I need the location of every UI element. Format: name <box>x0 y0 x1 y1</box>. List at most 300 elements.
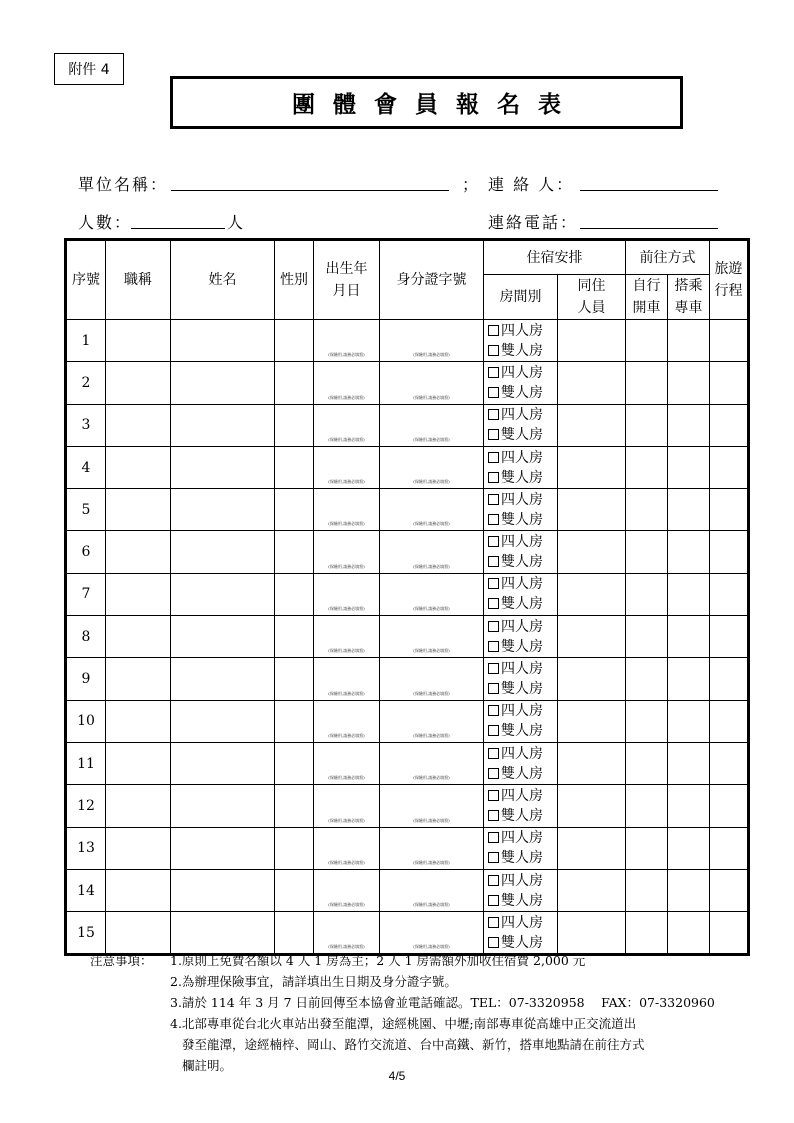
headcount-unit: 人 <box>227 213 246 232</box>
self-drive-cell[interactable] <box>626 912 668 954</box>
bus-cell[interactable] <box>668 362 710 404</box>
birthdate-cell[interactable] <box>314 573 380 615</box>
checkbox[interactable] <box>488 768 499 779</box>
bus-cell[interactable] <box>668 404 710 446</box>
roommate-cell[interactable] <box>558 531 626 573</box>
quad-room-option[interactable] <box>488 913 557 933</box>
insurance-note: (保險用,請務必填寫) <box>413 563 450 569</box>
checkbox[interactable] <box>488 917 499 928</box>
checkbox[interactable] <box>488 852 499 863</box>
notes-items <box>170 950 750 1076</box>
birthdate-cell[interactable] <box>314 742 380 784</box>
id-number-cell[interactable] <box>380 320 484 362</box>
row-number: 3 <box>67 404 106 446</box>
room-type-cell <box>484 489 558 531</box>
title-cell[interactable] <box>106 785 171 827</box>
checkbox[interactable] <box>488 705 499 716</box>
room-option-label: 雙人房 <box>501 638 543 655</box>
unit-name-label: 單位名稱： <box>78 175 169 194</box>
gender-cell[interactable] <box>275 742 314 784</box>
double-room-option[interactable] <box>488 891 557 911</box>
header-gender: 性別 <box>275 241 314 320</box>
table-row <box>67 573 748 615</box>
header-seq: 序號 <box>67 241 106 320</box>
tour-cell[interactable] <box>710 489 748 531</box>
title-cell[interactable] <box>106 446 171 488</box>
row-number: 13 <box>67 827 106 869</box>
gender-cell[interactable] <box>275 362 314 404</box>
birthdate-cell[interactable] <box>314 320 380 362</box>
row-number: 5 <box>67 489 106 531</box>
room-option-label: 四人房 <box>501 364 543 381</box>
title-cell[interactable] <box>106 912 171 954</box>
name-cell[interactable] <box>171 700 275 742</box>
roommate-cell[interactable] <box>558 658 626 700</box>
title-cell[interactable] <box>106 827 171 869</box>
tour-cell[interactable] <box>710 869 748 911</box>
row-number: 1 <box>67 320 106 362</box>
roommate-cell[interactable] <box>558 404 626 446</box>
tour-cell[interactable] <box>710 700 748 742</box>
note-item-4-cont-2: 欄註明。 <box>182 1058 233 1073</box>
insurance-note: (保險用,請務必填寫) <box>413 944 450 950</box>
row-number: 14 <box>67 869 106 911</box>
tour-cell[interactable] <box>710 658 748 700</box>
self-drive-cell[interactable] <box>626 489 668 531</box>
tour-cell[interactable] <box>710 573 748 615</box>
quad-room-option[interactable] <box>488 448 557 468</box>
bus-cell[interactable] <box>668 658 710 700</box>
quad-room-option[interactable] <box>488 363 557 383</box>
quad-room-option[interactable] <box>488 405 557 425</box>
roommate-cell[interactable] <box>558 785 626 827</box>
bus-cell[interactable] <box>668 785 710 827</box>
checkbox[interactable] <box>488 409 499 420</box>
birthdate-cell[interactable] <box>314 869 380 911</box>
room-option-label: 四人房 <box>501 407 543 424</box>
room-option-label: 四人房 <box>501 661 543 678</box>
id-number-cell[interactable] <box>380 573 484 615</box>
checkbox[interactable] <box>488 748 499 759</box>
gender-cell[interactable] <box>275 785 314 827</box>
bus-cell[interactable] <box>668 869 710 911</box>
birthdate-cell[interactable] <box>314 531 380 573</box>
header-room-type: 房間別 <box>484 275 558 320</box>
title-cell[interactable] <box>106 700 171 742</box>
title-cell[interactable] <box>106 616 171 658</box>
gender-cell[interactable] <box>275 700 314 742</box>
quad-room-option[interactable] <box>488 490 557 510</box>
checkbox[interactable] <box>488 810 499 821</box>
row-number: 8 <box>67 616 106 658</box>
double-room-option[interactable] <box>488 383 557 403</box>
roommate-cell[interactable] <box>558 489 626 531</box>
headcount-field[interactable] <box>131 228 225 229</box>
attachment-label: 附件 4 <box>54 53 124 85</box>
bus-cell[interactable] <box>668 912 710 954</box>
bus-cell[interactable] <box>668 320 710 362</box>
name-cell[interactable] <box>171 446 275 488</box>
bus-cell[interactable] <box>668 616 710 658</box>
room-type-cell <box>484 912 558 954</box>
name-cell[interactable] <box>171 658 275 700</box>
insurance-note: (保險用,請務必填寫) <box>328 352 365 358</box>
roommate-cell[interactable] <box>558 320 626 362</box>
roommate-cell[interactable] <box>558 742 626 784</box>
table-row <box>67 616 748 658</box>
title-cell[interactable] <box>106 404 171 446</box>
tour-cell[interactable] <box>710 912 748 954</box>
checkbox[interactable] <box>488 325 499 336</box>
birthdate-cell[interactable] <box>314 616 380 658</box>
gender-cell[interactable] <box>275 446 314 488</box>
insurance-note: (保險用,請務必填寫) <box>413 902 450 908</box>
roommate-cell[interactable] <box>558 700 626 742</box>
gender-cell[interactable] <box>275 489 314 531</box>
quad-room-option[interactable] <box>488 617 557 637</box>
insurance-note: (保險用,請務必填寫) <box>328 648 365 654</box>
insurance-note: (保險用,請務必填寫) <box>328 859 365 865</box>
name-cell[interactable] <box>171 489 275 531</box>
birthdate-cell[interactable] <box>314 700 380 742</box>
id-number-cell[interactable] <box>380 446 484 488</box>
checkbox[interactable] <box>488 429 499 440</box>
double-room-option[interactable] <box>488 679 557 699</box>
row-number: 6 <box>67 531 106 573</box>
checkbox[interactable] <box>488 663 499 674</box>
quad-room-option[interactable] <box>488 828 557 848</box>
quad-room-option[interactable] <box>488 532 557 552</box>
id-number-cell[interactable] <box>380 362 484 404</box>
header-roommate-line2: 人員 <box>577 300 606 316</box>
room-option-label: 雙人房 <box>501 342 543 359</box>
tour-cell[interactable] <box>710 742 748 784</box>
header-birth-line1: 出生年 <box>325 261 368 277</box>
checkbox[interactable] <box>488 598 499 609</box>
insurance-note: (保險用,請務必填寫) <box>413 775 450 781</box>
double-room-option[interactable] <box>488 637 557 657</box>
room-option-label: 雙人房 <box>501 850 543 867</box>
row-number: 10 <box>67 700 106 742</box>
table-row <box>67 742 748 784</box>
room-type-cell <box>484 827 558 869</box>
id-number-cell[interactable] <box>380 658 484 700</box>
contact-phone-field[interactable] <box>580 228 718 229</box>
quad-room-option[interactable] <box>488 744 557 764</box>
insurance-note: (保險用,請務必填寫) <box>328 563 365 569</box>
tour-cell[interactable] <box>710 827 748 869</box>
name-cell[interactable] <box>171 785 275 827</box>
name-cell[interactable] <box>171 531 275 573</box>
checkbox[interactable] <box>488 556 499 567</box>
double-room-option[interactable] <box>488 848 557 868</box>
table-row <box>67 658 748 700</box>
gender-cell[interactable] <box>275 658 314 700</box>
self-drive-cell[interactable] <box>626 404 668 446</box>
table-row <box>67 785 748 827</box>
room-option-label: 四人房 <box>501 534 543 551</box>
roommate-cell[interactable] <box>558 362 626 404</box>
roommate-cell[interactable] <box>558 616 626 658</box>
double-room-option[interactable] <box>488 552 557 572</box>
tour-cell[interactable] <box>710 320 748 362</box>
gender-cell[interactable] <box>275 531 314 573</box>
title-cell[interactable] <box>106 869 171 911</box>
title-cell[interactable] <box>106 320 171 362</box>
table-row <box>67 912 748 954</box>
tour-cell[interactable] <box>710 531 748 573</box>
self-drive-cell[interactable] <box>626 742 668 784</box>
room-type-cell <box>484 742 558 784</box>
double-room-option[interactable] <box>488 341 557 361</box>
gender-cell[interactable] <box>275 912 314 954</box>
room-option-label: 雙人房 <box>501 892 543 909</box>
table-row <box>67 362 748 404</box>
quad-room-option[interactable] <box>488 321 557 341</box>
room-type-cell <box>484 616 558 658</box>
room-option-label: 四人房 <box>501 322 543 339</box>
contact-person-field[interactable] <box>580 190 718 191</box>
roommate-cell[interactable] <box>558 573 626 615</box>
bus-cell[interactable] <box>668 531 710 573</box>
checkbox[interactable] <box>488 683 499 694</box>
title-cell[interactable] <box>106 742 171 784</box>
header-birthdate <box>314 241 380 320</box>
room-option-label: 四人房 <box>501 703 543 720</box>
title-box <box>170 76 683 129</box>
quad-room-option[interactable] <box>488 701 557 721</box>
self-drive-cell[interactable] <box>626 827 668 869</box>
room-option-label: 四人房 <box>501 830 543 847</box>
id-number-cell[interactable] <box>380 404 484 446</box>
id-number-cell[interactable] <box>380 531 484 573</box>
checkbox[interactable] <box>488 387 499 398</box>
gender-cell[interactable] <box>275 573 314 615</box>
tour-cell[interactable] <box>710 404 748 446</box>
id-number-cell[interactable] <box>380 700 484 742</box>
double-room-option[interactable] <box>488 721 557 741</box>
header-lodging: 住宿安排 <box>484 241 626 275</box>
id-number-cell[interactable] <box>380 616 484 658</box>
birthdate-cell[interactable] <box>314 404 380 446</box>
double-room-option[interactable] <box>488 806 557 826</box>
title-cell[interactable] <box>106 573 171 615</box>
room-option-label: 雙人房 <box>501 469 543 486</box>
table-row <box>67 489 748 531</box>
self-drive-cell[interactable] <box>626 700 668 742</box>
room-type-cell <box>484 404 558 446</box>
checkbox[interactable] <box>488 452 499 463</box>
room-option-label: 四人房 <box>501 576 543 593</box>
name-cell[interactable] <box>171 404 275 446</box>
name-cell[interactable] <box>171 362 275 404</box>
room-option-label: 雙人房 <box>501 596 543 613</box>
gender-cell[interactable] <box>275 827 314 869</box>
tour-cell[interactable] <box>710 785 748 827</box>
title-cell[interactable] <box>106 489 171 531</box>
name-cell[interactable] <box>171 573 275 615</box>
gender-cell[interactable] <box>275 869 314 911</box>
bus-cell[interactable] <box>668 742 710 784</box>
bus-cell[interactable] <box>668 489 710 531</box>
unit-name-field[interactable] <box>171 190 449 191</box>
row-number: 9 <box>67 658 106 700</box>
self-drive-cell[interactable] <box>626 531 668 573</box>
title-cell[interactable] <box>106 362 171 404</box>
table-body <box>67 320 748 954</box>
id-number-cell[interactable] <box>380 785 484 827</box>
insurance-note: (保險用,請務必填寫) <box>328 690 365 696</box>
roommate-cell[interactable] <box>558 912 626 954</box>
checkbox[interactable] <box>488 725 499 736</box>
row-number: 2 <box>67 362 106 404</box>
table-row <box>67 446 748 488</box>
checkbox[interactable] <box>488 875 499 886</box>
header-id-number: 身分證字號 <box>380 241 484 320</box>
tour-cell[interactable] <box>710 362 748 404</box>
name-cell[interactable] <box>171 616 275 658</box>
gender-cell[interactable] <box>275 404 314 446</box>
self-drive-cell[interactable] <box>626 573 668 615</box>
bus-cell[interactable] <box>668 700 710 742</box>
room-option-label: 雙人房 <box>501 807 543 824</box>
room-option-label: 四人房 <box>501 872 543 889</box>
name-cell[interactable] <box>171 912 275 954</box>
insurance-note: (保險用,請務必填寫) <box>413 648 450 654</box>
checkbox[interactable] <box>488 937 499 948</box>
roommate-cell[interactable] <box>558 869 626 911</box>
double-room-option[interactable] <box>488 510 557 530</box>
birthdate-cell[interactable] <box>314 489 380 531</box>
birthdate-cell[interactable] <box>314 912 380 954</box>
quad-room-option[interactable] <box>488 659 557 679</box>
self-drive-cell[interactable] <box>626 362 668 404</box>
checkbox[interactable] <box>488 367 499 378</box>
checkbox[interactable] <box>488 895 499 906</box>
self-drive-cell[interactable] <box>626 446 668 488</box>
room-type-cell <box>484 658 558 700</box>
header-tour <box>710 241 748 320</box>
room-option-label: 四人房 <box>501 787 543 804</box>
insurance-note: (保險用,請務必填寫) <box>328 436 365 442</box>
insurance-note: (保險用,請務必填寫) <box>328 732 365 738</box>
bus-cell[interactable] <box>668 827 710 869</box>
id-number-cell[interactable] <box>380 489 484 531</box>
header-transport: 前往方式 <box>626 241 710 275</box>
registration-table <box>66 240 748 954</box>
bus-cell[interactable] <box>668 446 710 488</box>
double-room-option[interactable] <box>488 764 557 784</box>
table-row <box>67 404 748 446</box>
insurance-note: (保險用,請務必填寫) <box>413 732 450 738</box>
checkbox[interactable] <box>488 514 499 525</box>
note-item-4: 4.北部專車從台北火車站出發至龍潭，途經桃園、中壢;南部專車從高雄中正交流道出 <box>170 1016 637 1031</box>
page-number: 4/5 <box>388 1069 406 1083</box>
room-type-cell <box>484 573 558 615</box>
insurance-note: (保險用,請務必填寫) <box>328 521 365 527</box>
checkbox[interactable] <box>488 578 499 589</box>
name-cell[interactable] <box>171 742 275 784</box>
birthdate-cell[interactable] <box>314 785 380 827</box>
tour-cell[interactable] <box>710 616 748 658</box>
checkbox[interactable] <box>488 494 499 505</box>
gender-cell[interactable] <box>275 320 314 362</box>
self-drive-cell[interactable] <box>626 320 668 362</box>
quad-room-option[interactable] <box>488 871 557 891</box>
header-bus <box>668 275 710 320</box>
roommate-cell[interactable] <box>558 446 626 488</box>
double-room-option[interactable] <box>488 468 557 488</box>
bus-cell[interactable] <box>668 573 710 615</box>
roommate-cell[interactable] <box>558 827 626 869</box>
birthdate-cell[interactable] <box>314 362 380 404</box>
insurance-note: (保險用,請務必填寫) <box>413 690 450 696</box>
id-number-cell[interactable] <box>380 827 484 869</box>
room-option-label: 四人房 <box>501 449 543 466</box>
header-birth-line2: 月日 <box>332 283 361 299</box>
self-drive-cell[interactable] <box>626 658 668 700</box>
birthdate-cell[interactable] <box>314 446 380 488</box>
checkbox[interactable] <box>488 832 499 843</box>
room-option-label: 雙人房 <box>501 511 543 528</box>
birthdate-cell[interactable] <box>314 658 380 700</box>
title-cell[interactable] <box>106 531 171 573</box>
tour-cell[interactable] <box>710 446 748 488</box>
room-option-label: 四人房 <box>501 491 543 508</box>
room-option-label: 四人房 <box>501 618 543 635</box>
room-option-label: 雙人房 <box>501 765 543 782</box>
double-room-option[interactable] <box>488 594 557 614</box>
header-title: 職稱 <box>106 241 171 320</box>
header-roommate <box>558 275 626 320</box>
id-number-cell[interactable] <box>380 912 484 954</box>
title-cell[interactable] <box>106 658 171 700</box>
checkbox[interactable] <box>488 790 499 801</box>
checkbox[interactable] <box>488 621 499 632</box>
insurance-note: (保險用,請務必填寫) <box>328 394 365 400</box>
table-row <box>67 531 748 573</box>
insurance-note: (保險用,請務必填寫) <box>413 606 450 612</box>
page-title: 團體會員報名表 <box>292 92 579 118</box>
id-number-cell[interactable] <box>380 869 484 911</box>
room-option-label: 四人房 <box>501 745 543 762</box>
gender-cell[interactable] <box>275 616 314 658</box>
quad-room-option[interactable] <box>488 786 557 806</box>
note-item-2: 2.為辦理保險事宜，請詳填出生日期及身分證字號。 <box>170 974 457 989</box>
name-cell[interactable] <box>171 869 275 911</box>
self-drive-cell[interactable] <box>626 869 668 911</box>
quad-room-option[interactable] <box>488 574 557 594</box>
insurance-note: (保險用,請務必填寫) <box>328 606 365 612</box>
double-room-option[interactable] <box>488 425 557 445</box>
checkbox[interactable] <box>488 536 499 547</box>
checkbox[interactable] <box>488 641 499 652</box>
row-number: 11 <box>67 742 106 784</box>
birthdate-cell[interactable] <box>314 827 380 869</box>
name-cell[interactable] <box>171 827 275 869</box>
insurance-note: (保險用,請務必填寫) <box>413 352 450 358</box>
id-number-cell[interactable] <box>380 742 484 784</box>
header-self-drive <box>626 275 668 320</box>
headcount-label: 人數： <box>78 213 133 232</box>
contact-phone-label: 連絡電話： <box>488 213 579 232</box>
room-type-cell <box>484 785 558 827</box>
name-cell[interactable] <box>171 320 275 362</box>
checkbox[interactable] <box>488 472 499 483</box>
self-drive-cell[interactable] <box>626 785 668 827</box>
checkbox[interactable] <box>488 345 499 356</box>
self-drive-cell[interactable] <box>626 616 668 658</box>
